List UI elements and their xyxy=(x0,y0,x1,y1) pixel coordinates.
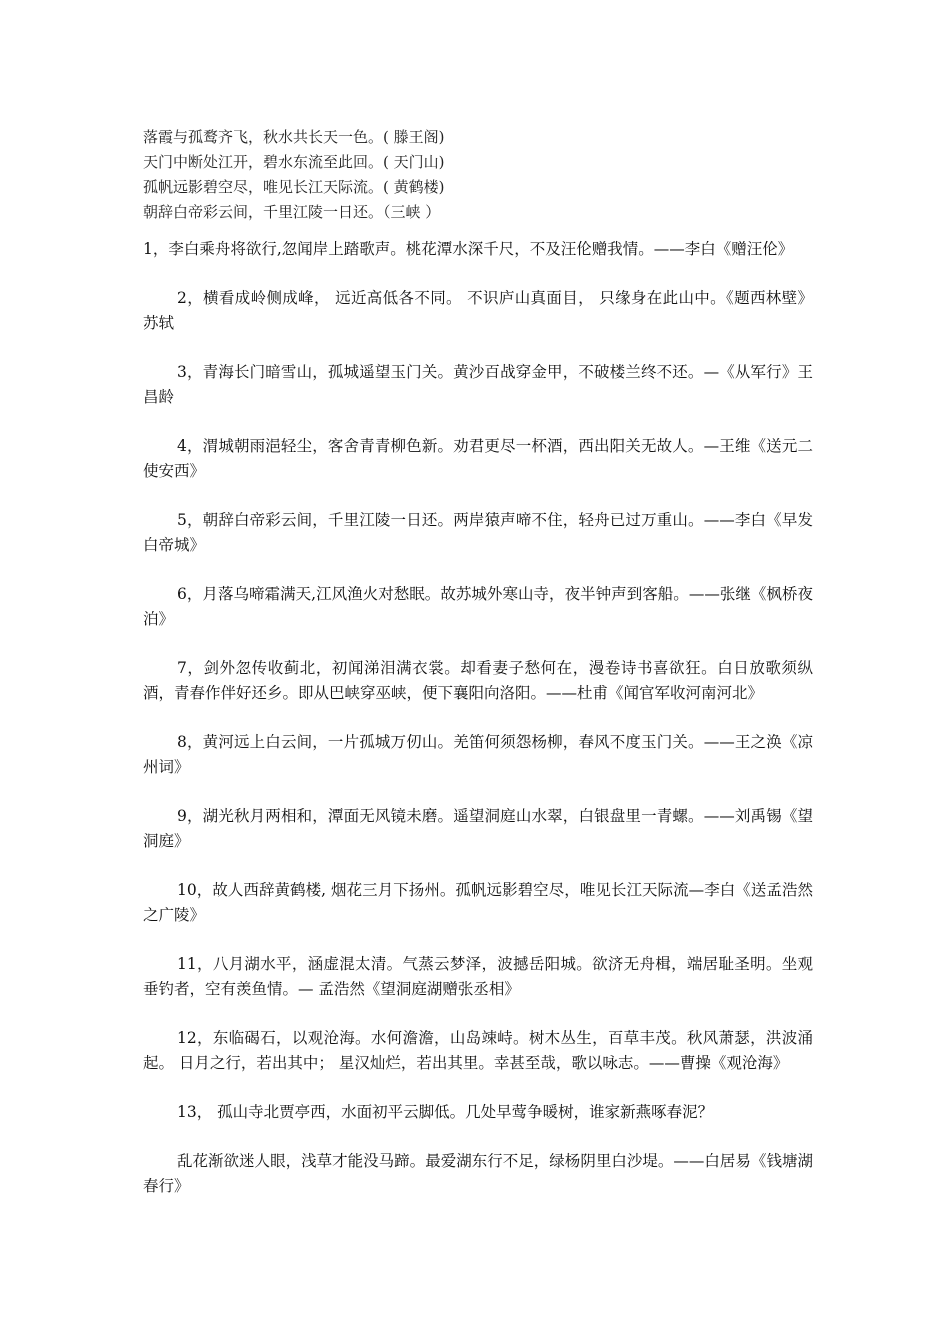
poem-paragraph: 8，黄河远上白云间，一片孤城万仞山。羌笛何须怨杨柳，春风不度玉门关。——王之涣《凉州词》 xyxy=(143,733,813,776)
poem-paragraph: 6，月落乌啼霜满天,江风渔火对愁眠。故苏城外寒山寺，夜半钟声到客船。——张继《枫桥夜泊》 xyxy=(143,585,813,628)
intro-verses xyxy=(143,125,813,225)
poem-paragraph: 2，横看成岭侧成峰， 远近高低各不同。 不识庐山真面目， 只缘身在此山中。《题西林壁》苏轼 xyxy=(143,289,813,332)
intro-line: 天门中断处江开，碧水东流至此回。( 天门山) xyxy=(143,153,445,171)
poem-paragraph: 7，剑外忽传收蓟北，初闻涕泪满衣裳。却看妻子愁何在，漫卷诗书喜欲狂。白日放歌须纵酒，青春作伴好还乡。即从巴峡穿巫峡，便下襄阳向洛阳。——杜甫《闻官军收河南河北》 xyxy=(143,659,813,702)
poem-paragraph: 10，故人西辞黄鹤楼, 烟花三月下扬州。孤帆远影碧空尽，唯见长江天际流—李白《送孟浩然之广陵》 xyxy=(143,881,813,924)
poem-paragraph: 13， 孤山寺北贾亭西，水面初平云脚低。几处早莺争暖树，谁家新燕啄春泥？ xyxy=(177,1103,714,1121)
intro-line: 朝辞白帝彩云间，千里江陵一日还。（三峡 ） xyxy=(143,203,441,221)
poem-paragraph: 乱花渐欲迷人眼，浅草才能没马蹄。最爱湖东行不足，绿杨阴里白沙堤。——白居易《钱塘湖春行》 xyxy=(143,1152,813,1195)
intro-line: 孤帆远影碧空尽，唯见长江天际流。( 黄鹤楼) xyxy=(143,178,445,196)
intro-line: 落霞与孤鹜齐飞，秋水共长天一色。( 滕王阁) xyxy=(143,128,445,146)
poem-paragraph: 12，东临碣石，以观沧海。水何澹澹，山岛竦峙。树木丛生，百草丰茂。秋风萧瑟，洪波涌起。 日月之行，若出其中； 星汉灿烂，若出其里。幸甚至哉，歌以咏志。——曹操《观沧海》 xyxy=(143,1029,813,1072)
poem-paragraph: 11，八月湖水平，涵虚混太清。气蒸云梦泽，波撼岳阳城。欲济无舟楫，端居耻圣明。坐观垂钓者，空有羡鱼情。— 孟浩然《望洞庭湖赠张丞相》 xyxy=(143,955,813,998)
poem-paragraph: 4，渭城朝雨浥轻尘，客舍青青柳色新。劝君更尽一杯酒，西出阳关无故人。—王维《送元二使安西》 xyxy=(143,437,813,480)
poem-list xyxy=(143,237,813,1223)
poem-paragraph: 1，李白乘舟将欲行,忽闻岸上踏歌声。桃花潭水深千尺，不及汪伦赠我情。——李白《赠汪伦》 xyxy=(143,240,794,258)
poem-paragraph: 5，朝辞白帝彩云间，千里江陵一日还。两岸猿声啼不住，轻舟已过万重山。——李白《早发白帝城》 xyxy=(143,511,813,554)
poem-paragraph: 3，青海长门暗雪山，孤城遥望玉门关。黄沙百战穿金甲，不破楼兰终不还。—《从军行》王昌龄 xyxy=(143,363,813,406)
poem-paragraph: 9，湖光秋月两相和，潭面无风镜未磨。遥望洞庭山水翠，白银盘里一青螺。——刘禹锡《望洞庭》 xyxy=(143,807,813,850)
